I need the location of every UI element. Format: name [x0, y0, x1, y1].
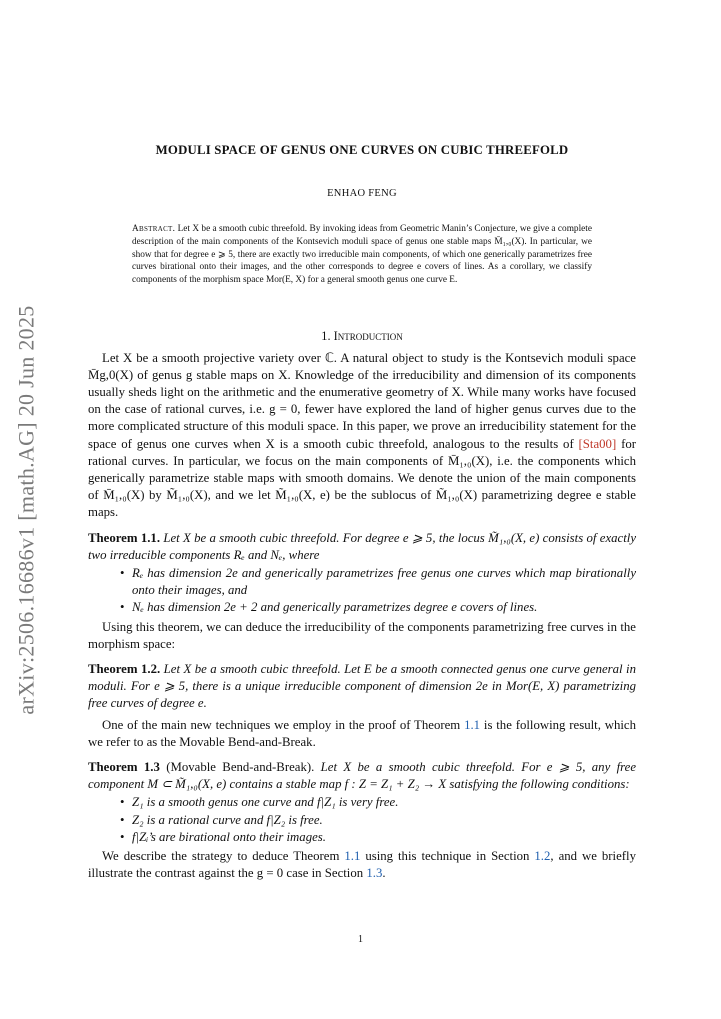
theorem-ref-link[interactable]: 1.1: [344, 849, 361, 864]
section-heading-introduction: [88, 328, 636, 345]
page-number: 1: [358, 934, 363, 945]
abstract-text: Let X be a smooth cubic threefold. By invoking ideas from Geometric Manin’s Conjecture, we give a complete description of the main components of the Kontsevich moduli space of genus one stable maps M̄₁,₀(X). In particular, we show that for degree e ⩾ 5, there are exactly two irreducible main components, of which one generically parametrizes free curves birational onto their images, and the other corresponds to degree e covers of lines. As a corollary, we classify components of the morphism space Mor(E, X) for a general smooth genus one curve E.: [132, 224, 592, 285]
paper-author: ENHAO FENG: [327, 188, 397, 200]
theorem-1-1-head: Theorem 1.1.: [88, 530, 161, 545]
abstract-label: Abstract.: [132, 224, 176, 235]
section-ref-link[interactable]: 1.3: [366, 866, 383, 881]
intro-paragraph: [88, 350, 636, 522]
theorem-1-1: [88, 530, 636, 617]
paragraph-techniques: [88, 717, 636, 751]
paragraph-strategy-d: .: [382, 866, 386, 881]
list-item: • Z₁ is a smooth genus one curve and f|Z₁ is very free.: [132, 794, 636, 811]
paragraph-strategy-a: We describe the strategy to deduce Theorem: [102, 849, 345, 864]
theorem-1-3-paren: (Movable Bend-and-Break).: [166, 760, 315, 775]
section-title-text: Introduction: [333, 329, 403, 344]
paper-title: MODULI SPACE OF GENUS ONE CURVES ON CUBIC THREEFOLD: [155, 143, 569, 157]
list-item: • f|Zᵢ’s are birational onto their images.: [132, 829, 636, 846]
theorem-1-3: [88, 759, 636, 846]
list-item: • Rₑ has dimension 2e and generically parametrizes free genus one curves which map birationally onto their images, and: [132, 565, 636, 599]
paragraph-strategy-c: , and we briefly illustrate the contrast against the g = 0 case in Section: [88, 849, 636, 881]
paragraph-techniques-b: is the following result, which we refer to as the Movable Bend-and-Break.: [88, 717, 636, 749]
theorem-1-2-head: Theorem 1.2.: [88, 662, 161, 677]
abstract: [132, 223, 592, 286]
theorem-1-1-body: Let X be a smooth cubic threefold. For degree e ⩾ 5, the locus M̃₁,₀(X, e) consists of exactly two irreducible components Rₑ and Nₑ, where: [88, 530, 636, 562]
theorem-ref-link[interactable]: 1.1: [464, 717, 481, 732]
intro-text-part2: for rational curves. In particular, we focus on the main components of M̄₁,₀(X), i.e. the components which generically parametrize stable maps with smooth domains. We denote the union of the main components of M̄₁,₀(X) by M̃₁,₀(X), and we let M̃₁,₀(X, e) be the sublocus of M̃₁,₀(X) parametrizing degree e stable maps.: [88, 436, 636, 520]
arxiv-stamp: [4, 0, 50, 1019]
theorem-1-2: [88, 661, 636, 713]
theorem-1-3-body: Let X be a smooth cubic threefold. For e ⩾ 5, any free component M ⊂ M̃₁,₀(X, e) contains a stable map f : Z = Z₁ + Z₂ → X satisfying the following conditions:: [88, 760, 637, 792]
theorem-1-2-body: Let X be a smooth cubic threefold. Let E be a smooth connected genus one curve general in moduli. For e ⩾ 5, there is a unique irreducible component of dimension 2e in Mor(E, X) parametrizing free curves of degree e.: [88, 662, 636, 711]
arxiv-stamp-text: arXiv:2506.16686v1 [math.AG] 20 Jun 2025: [14, 304, 39, 715]
paper-page: [88, 138, 636, 882]
list-item: • Z₂ is a rational curve and f|Z₂ is free.: [132, 812, 636, 829]
section-number: 1.: [321, 329, 331, 344]
paragraph-techniques-a: One of the main new techniques we employ in the proof of Theorem: [102, 717, 465, 732]
theorem-1-3-list: [88, 794, 636, 846]
theorem-1-3-head: Theorem 1.3: [88, 760, 160, 775]
paragraph-strategy-b: using this technique in Section: [360, 849, 535, 864]
citation-link-sta00[interactable]: [Sta00]: [578, 436, 617, 451]
list-item: • Nₑ has dimension 2e + 2 and generically parametrizes degree e covers of lines.: [132, 599, 636, 616]
theorem-1-1-list: [88, 565, 636, 617]
intro-text-part1: Let X be a smooth projective variety over ℂ. A natural object to study is the Kontsevich moduli space M̄g,0(X) of genus g stable maps on X. Knowledge of the irreducibility and dimension of its components usually sheds light on the arithmetic and the enumerative geometry of X. While many works have focused on the case of rational curves, i.e. g = 0, fewer have explored the land of higher genus curves due to the more complicated structure of this moduli space. In this paper, we prove an irreducibility statement for the space of genus one curves when X is a smooth cubic threefold, analogous to the results of: [88, 350, 636, 451]
section-ref-link[interactable]: 1.2: [534, 849, 551, 864]
paragraph-morphism-space: Using this theorem, we can deduce the irreducibility of the components parametrizing free curves in the morphism space:: [88, 619, 636, 651]
paragraph-strategy: [88, 848, 636, 882]
